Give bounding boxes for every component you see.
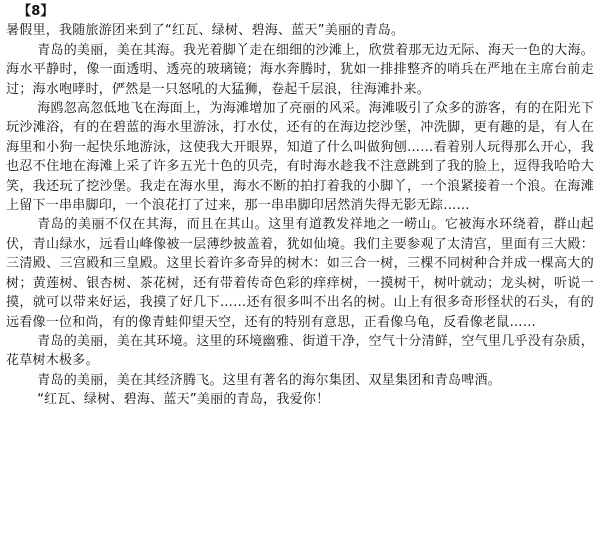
paragraph-conclusion: “红瓦、绿树、碧海、蓝天”美丽的青岛，我爱你！ <box>37 392 330 408</box>
paragraph-mountain: 青岛的美丽不仅在其海，而且在其山。这里有道教发祥地之一崂山。它被海水环绕着，群山起伏，青山绿水，远看山峰像被一层薄纱披盖着，犹如仙境。我们主要参观了太清宫，里面有三大殿：三清殿、三宫殿和三皇殿。这里长着许多奇异的树木：如三合一树，三棵不同树种合并成一棵高大的树；黄莲树、银杏树、茶花树，还有带着传奇色彩的痒痒树，一摸树干，树叶就动；龙头树，听说一摸，就可以带来好运，我摸了好几下……还有很多叫不出名的树。山上有很多奇形怪状的石头，有的远看像一位和尚，有的像青蛙仰望天空，还有的特别有意思，正看像乌龟，反看像老鼠…… <box>6 217 594 330</box>
paragraph-sea: 青岛的美丽，美在其海。我光着脚丫走在细细的沙滩上，欣赏着那无边无际、海天一色的大海。海水平静时，像一面透明、透亮的玻璃镜；海水奔腾时，犹如一排排整齐的哨兵在严地在主席台前走过；海水咆哮时，俨然是一只怒吼的大猛狮，卷起千层浪，往海滩扑来。 <box>6 42 594 97</box>
paragraph-intro: 暑假里，我随旅游团来到了“红瓦、绿树、碧海、蓝天”美丽的青岛。 <box>6 23 405 39</box>
problem-number: 【8】 <box>18 4 54 19</box>
paragraph-environment: 青岛的美丽，美在其环境。这里的环境幽雅、街道干净，空气十分清鲜，空气里几乎没有杂质，花草树木极多。 <box>6 333 594 369</box>
paragraph-beach: 海鸥忽高忽低地飞在海面上，为海滩增加了亮丽的风采。海滩吸引了众多的游客，有的在阳光下玩沙滩浴，有的在碧蓝的海水里游泳，打水仗，还有的在海边挖沙堡，冲洗脚，更有趣的是，有人在海里和小狗一起快乐地游泳，这使我大开眼界，知道了什么叫做狗刨……看着别人玩得那么开心，我也忍不住地在海滩上采了许多五光十色的贝壳，有时海水趁我不注意跳到了我的脸上，逗得我哈哈大笑，我还玩了挖沙堡。我走在海水里，海水不断的拍打着我的小脚丫，一个浪紧接着一个浪。在海滩上留下一串串脚印，一个浪花打了过来，那一串串脚印居然消失得无影无踪…… <box>6 101 594 214</box>
paragraph-economy: 青岛的美丽，美在其经济腾飞。这里有著名的海尔集团、双星集团和青岛啤酒。 <box>37 372 501 388</box>
